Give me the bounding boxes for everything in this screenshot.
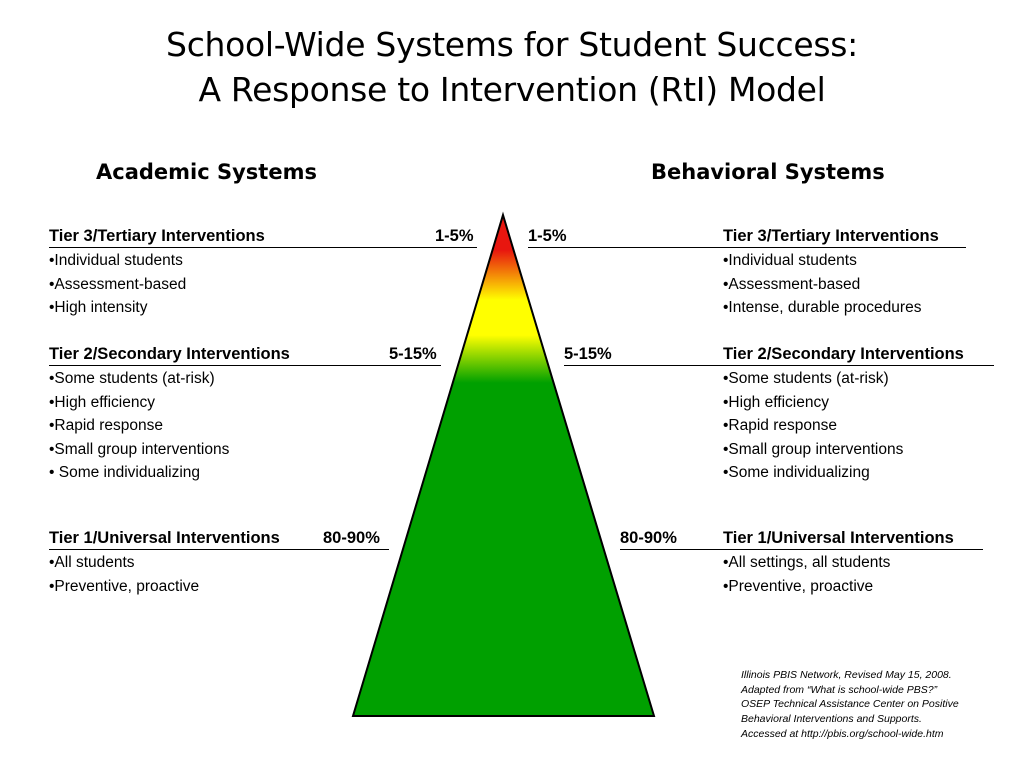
list-item: •Individual students [723,252,857,269]
list-item: •Preventive, proactive [723,577,874,595]
academic-systems-heading: Academic Systems [96,160,317,184]
citation-line: Adapted from “What is school-wide PBS?” [741,683,938,696]
list-item: •Small group interventions [49,440,230,458]
academic-tier3-heading [49,226,477,248]
academic-tier3-label: Tier 3/Tertiary Interventions [49,227,265,245]
citation-line: Illinois PBIS Network, Revised May 15, 2008. [741,669,952,681]
citation-line: OSEP Technical Assistance Center on Positive [741,698,959,711]
list-item: •All settings, all students [723,554,891,571]
behavioral-tier1-list [723,551,890,598]
list-item: •High efficiency [723,393,829,411]
behavioral-systems-heading: Behavioral Systems [651,160,885,184]
list-item: •Some individualizing [723,464,870,482]
academic-tier2-heading [49,344,441,366]
academic-tier1-label: Tier 1/Universal Interventions [49,529,280,547]
academic-tier2-list [49,367,229,485]
academic-tier1-heading [49,528,389,550]
pyramid-triangle [353,215,654,716]
list-item: •Some students (at-risk) [723,370,889,387]
academic-tier2-label: Tier 2/Secondary Interventions [49,345,290,363]
list-item: •Rapid response [49,417,163,435]
list-item: •Some students (at-risk) [49,370,215,387]
behavioral-tier1-heading [620,528,983,550]
citation-line: Accessed at http://pbis.org/school-wide.htm [741,727,944,740]
list-item: •Assessment-based [723,275,861,293]
list-item: • Some individualizing [49,464,201,482]
academic-tier3-percent: 1-5% [435,227,474,245]
list-item: •All students [49,554,135,571]
list-item: •Preventive, proactive [49,577,200,595]
behavioral-tier3-list [723,249,921,320]
list-item: •High efficiency [49,393,155,411]
behavioral-tier3-label: Tier 3/Tertiary Interventions [723,227,939,245]
list-item: •Intense, durable procedures [723,299,922,317]
academic-tier2-percent: 5-15% [389,345,437,363]
academic-tier1-list [49,551,199,598]
academic-tier3-list [49,249,186,320]
citation-line: Behavioral Interventions and Supports. [741,713,922,726]
behavioral-tier2-list [723,367,903,485]
list-item: •High intensity [49,299,148,317]
list-item: •Small group interventions [723,440,904,458]
citation-note [741,668,1011,742]
title-line-1: School-Wide Systems for Student Success: [166,25,858,64]
behavioral-tier1-percent: 80-90% [620,529,677,547]
title-line-2: A Response to Intervention (RtI) Model [198,70,826,109]
behavioral-tier1-label: Tier 1/Universal Interventions [723,529,954,547]
list-item: •Rapid response [723,417,837,435]
behavioral-tier2-label: Tier 2/Secondary Interventions [723,345,964,363]
list-item: •Assessment-based [49,275,187,293]
behavioral-tier2-percent: 5-15% [564,345,612,363]
behavioral-tier3-percent: 1-5% [528,227,567,245]
list-item: •Individual students [49,252,183,269]
behavioral-tier3-heading [528,226,966,248]
behavioral-tier2-heading [564,344,994,366]
academic-tier1-percent: 80-90% [323,529,380,547]
